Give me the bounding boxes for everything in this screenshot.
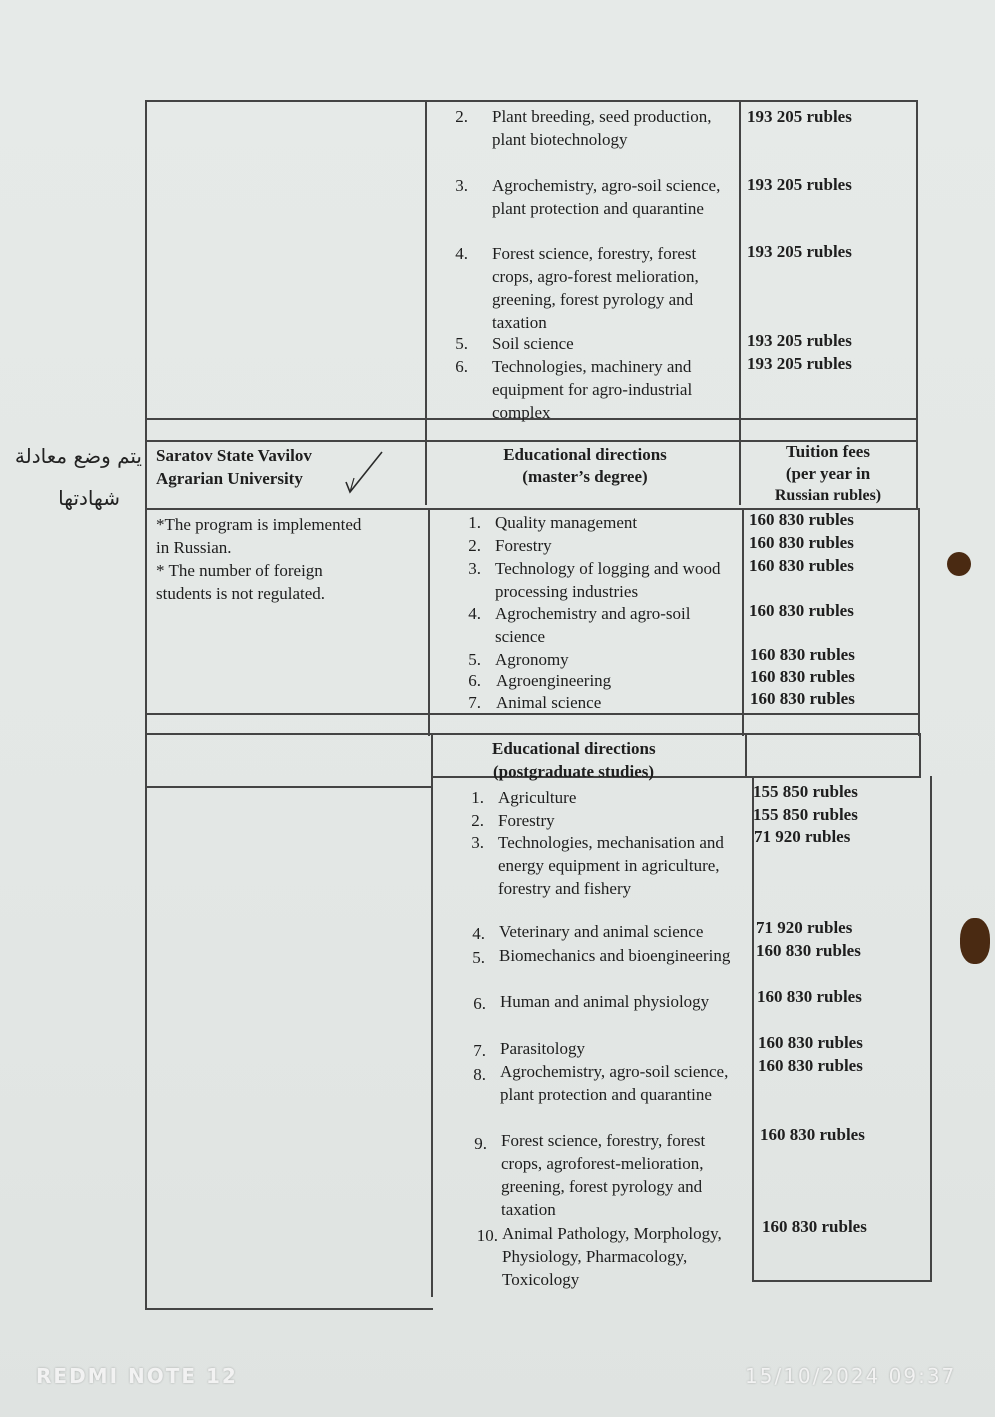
university-name-line2: Agrarian University: [156, 469, 303, 488]
table-border-right-5: [930, 776, 932, 1281]
table-col-divider-1: [425, 100, 427, 505]
fee-value: 160 830 rubles: [758, 1033, 863, 1052]
item-number: 4.: [472, 924, 485, 943]
item-number: 7.: [473, 1041, 486, 1060]
item-number: 1.: [471, 788, 484, 807]
item-number: 4.: [468, 604, 481, 623]
table-border-right-3: [918, 508, 920, 736]
direction-item: Agriculture: [498, 788, 577, 807]
row-divider: [147, 786, 431, 788]
direction-item: Parasitology: [500, 1039, 585, 1058]
item-number: 9.: [474, 1134, 487, 1153]
fee-value: 160 830 rubles: [750, 645, 855, 664]
postgrad-header-line2: (postgraduate studies): [493, 762, 655, 781]
fee-value: 71 920 rubles: [754, 827, 851, 846]
item-number: 10.: [476, 1226, 498, 1245]
row-divider: [147, 733, 919, 735]
item-number: 4.: [455, 244, 468, 263]
fee-value: 160 830 rubles: [758, 1056, 863, 1075]
direction-item: Plant breeding, seed production, plant biotechnology: [492, 107, 712, 149]
table-col-divider-1c: [431, 733, 433, 1297]
fee-value: 155 850 rubles: [753, 782, 858, 801]
fee-value: 160 830 rubles: [760, 1125, 865, 1144]
masters-header-line2: (master’s degree): [522, 467, 648, 486]
direction-item: Forest science, forestry, forest crops, agroforest-melioration, greening, forest pyrology and taxation: [501, 1131, 706, 1219]
university-name-line1: Saratov State Vavilov: [156, 446, 312, 465]
item-number: 2.: [471, 811, 484, 830]
direction-item: Veterinary and animal science: [499, 922, 704, 941]
masters-header-line1: Educational directions: [503, 445, 667, 464]
item-number: 7.: [468, 693, 481, 712]
table-border-right-4: [919, 733, 921, 777]
direction-item: Animal Pathology, Morphology, Physiology, Pharmacology, Toxicology: [502, 1224, 722, 1289]
fee-value: 160 830 rubles: [757, 987, 862, 1006]
fee-value: 160 830 rubles: [750, 689, 855, 708]
punch-hole-mark: [960, 918, 990, 964]
checkmark-icon: [340, 448, 388, 496]
row-divider: [752, 1280, 932, 1282]
direction-item: Agrochemistry and agro-soil science: [495, 604, 691, 646]
table-col-divider-2b: [742, 508, 744, 736]
direction-item: Forestry: [498, 811, 555, 830]
note-line: in Russian.: [156, 538, 232, 557]
fee-value: 160 830 rubles: [749, 601, 854, 620]
table-border-top: [145, 100, 917, 102]
fee-value: 160 830 rubles: [750, 667, 855, 686]
direction-item: Forestry: [495, 536, 552, 555]
direction-item: Human and animal physiology: [500, 992, 710, 1011]
direction-item: Agrochemistry, agro-soil science, plant protection and quarantine: [492, 176, 721, 218]
direction-item: Animal science: [496, 693, 602, 712]
direction-item: Quality management: [495, 513, 638, 532]
item-number: 3.: [455, 176, 468, 195]
direction-item: Biomechanics and bioengineering: [499, 946, 731, 965]
item-number: 5.: [468, 650, 481, 669]
postgrad-header-line1: Educational directions: [492, 739, 656, 758]
item-number: 3.: [468, 559, 481, 578]
direction-item: Technologies, machinery and equipment for agro-industrial complex: [492, 357, 693, 422]
note-line: * The number of foreign: [156, 561, 323, 580]
note-line: students is not regulated.: [156, 584, 326, 603]
fee-value: 193 205 rubles: [747, 331, 852, 350]
fees-header-line1: Tuition fees: [786, 442, 870, 461]
fee-value: 193 205 rubles: [747, 107, 852, 126]
item-number: 2.: [468, 536, 481, 555]
item-number: 8.: [473, 1065, 486, 1084]
fee-value: 71 920 rubles: [756, 918, 853, 937]
table-col-divider-1b: [428, 508, 430, 736]
fee-value: 160 830 rubles: [756, 941, 861, 960]
item-number: 6.: [455, 357, 468, 376]
fee-value: 193 205 rubles: [747, 175, 852, 194]
direction-item: Soil science: [492, 334, 574, 353]
fee-value: 160 830 rubles: [749, 510, 854, 529]
fee-value: 193 205 rubles: [747, 354, 852, 373]
direction-item: Technology of logging and wood processing industries: [495, 559, 721, 601]
item-number: 2.: [455, 107, 468, 126]
fees-header-line2: (per year in: [785, 464, 871, 483]
fee-value: 160 830 rubles: [749, 556, 854, 575]
direction-item: Agroengineering: [496, 671, 612, 690]
item-number: 1.: [468, 513, 481, 532]
fee-value: 160 830 rubles: [762, 1217, 867, 1236]
table-border-bottom: [145, 1308, 433, 1310]
direction-item: Technologies, mechanisation and energy equipment in agriculture, forestry and fishery: [498, 833, 724, 898]
camera-watermark-datetime: 15/10/2024 09:37: [745, 1364, 957, 1388]
table-border-right-1: [916, 100, 918, 438]
fee-value: 193 205 rubles: [747, 242, 852, 261]
item-number: 5.: [472, 948, 485, 967]
note-line: *The program is implemented: [156, 515, 362, 534]
direction-item: Agronomy: [495, 650, 569, 669]
item-number: 5.: [455, 334, 468, 353]
camera-watermark-device: REDMI NOTE 12: [36, 1364, 238, 1388]
item-number: 3.: [471, 833, 484, 852]
table-border-left: [145, 100, 147, 1310]
handwritten-note-line1: يتم وضع معادلة: [14, 444, 142, 468]
item-number: 6.: [473, 994, 486, 1013]
table-col-divider-2d: [752, 776, 754, 1281]
item-number: 6.: [468, 671, 481, 690]
punch-hole-mark: [947, 552, 971, 576]
direction-item: Agrochemistry, agro-soil science, plant protection and quarantine: [500, 1062, 729, 1104]
fee-value: 155 850 rubles: [753, 805, 858, 824]
table-border-right-2: [916, 438, 918, 510]
fees-header-line3: Russian rubles): [774, 487, 882, 504]
fee-value: 160 830 rubles: [749, 533, 854, 552]
direction-item: Forest science, forestry, forest crops, agro-forest melioration, greening, forest pyrology and taxation: [492, 244, 699, 332]
table-col-divider-2c: [745, 733, 747, 777]
handwritten-note-line2: شهادتها: [58, 486, 120, 510]
